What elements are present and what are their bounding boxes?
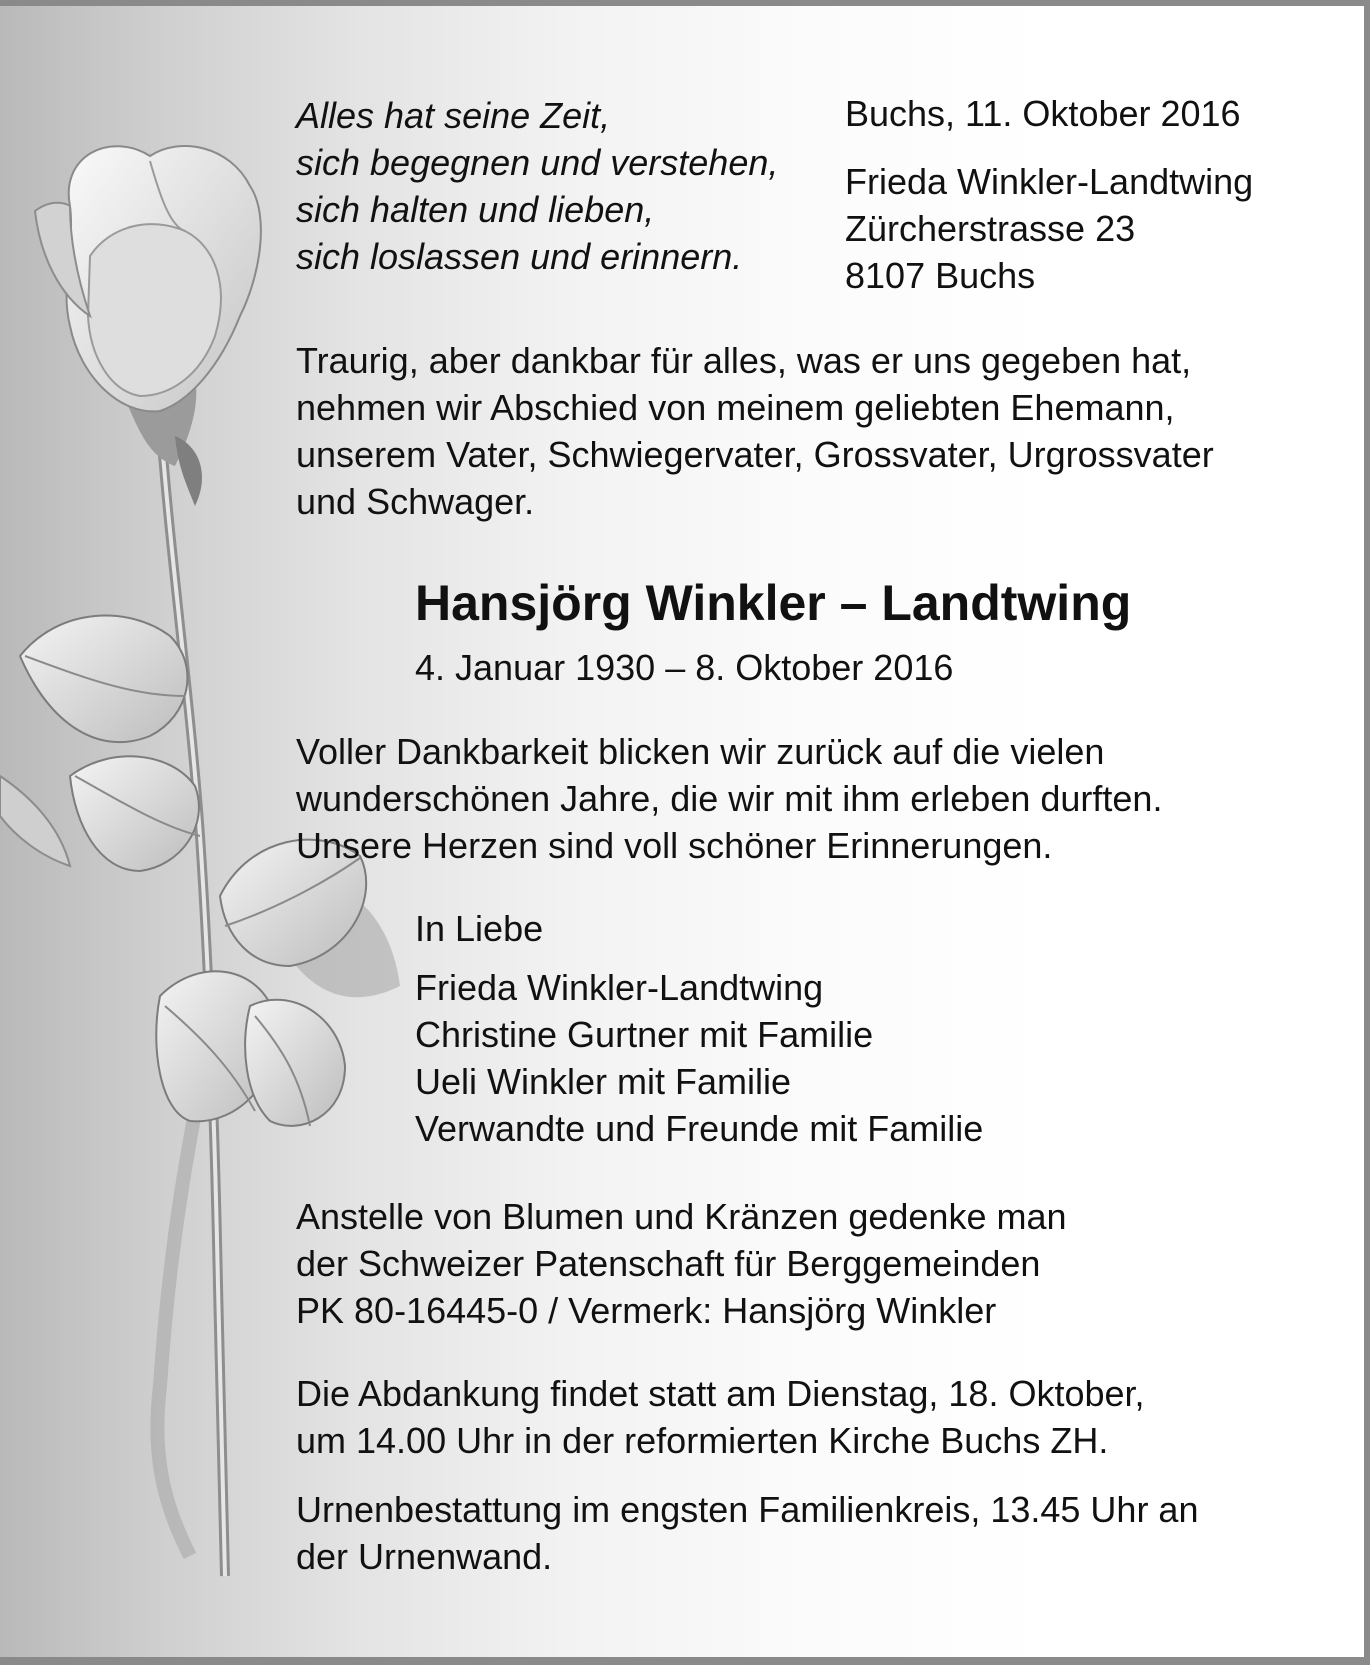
- burial-paragraph: [296, 1486, 1198, 1580]
- intro-line: Traurig, aber dankbar für alles, was er uns gegeben hat,: [296, 340, 1192, 381]
- intro-line: und Schwager.: [296, 481, 535, 522]
- motto-line: Alles hat seine Zeit,: [296, 95, 611, 136]
- gratitude-line: Voller Dankbarkeit blicken wir zurück auf die vielen: [296, 731, 1105, 772]
- service-line: Die Abdankung findet statt am Dienstag, 18. Oktober,: [296, 1373, 1145, 1414]
- address-line: 8107 Buchs: [845, 255, 1036, 296]
- intro-line: nehmen wir Abschied von meinem geliebten Ehemann,: [296, 387, 1175, 428]
- in-love-label: In Liebe: [415, 908, 544, 949]
- mourner-name: Christine Gurtner mit Familie: [415, 1014, 874, 1055]
- address-line: Zürcherstrasse 23: [845, 208, 1136, 249]
- donation-line: PK 80-16445-0 / Vermerk: Hansjörg Winkler: [296, 1290, 997, 1331]
- service-line: um 14.00 Uhr in der reformierten Kirche Buchs ZH.: [296, 1420, 1109, 1461]
- service-paragraph: [296, 1370, 1145, 1464]
- mourners-list: [415, 964, 983, 1152]
- donation-line: der Schweizer Patenschaft für Berggemeinden: [296, 1243, 1041, 1284]
- gratitude-line: wunderschönen Jahre, die wir mit ihm erleben durften.: [296, 778, 1163, 819]
- mourner-name: Frieda Winkler-Landtwing: [415, 967, 824, 1008]
- deceased-name: Hansjörg Winkler – Landtwing: [415, 575, 1132, 631]
- burial-line: der Urnenwand.: [296, 1536, 553, 1577]
- motto-line: sich loslassen und erinnern.: [296, 236, 743, 277]
- motto-line: sich begegnen und verstehen,: [296, 142, 779, 183]
- dateline: Buchs, 11. Oktober 2016: [845, 93, 1241, 134]
- mourner-name: Verwandte und Freunde mit Familie: [415, 1108, 984, 1149]
- page-edge: [1348, 6, 1364, 1657]
- motto-quote: [296, 92, 778, 280]
- gratitude-paragraph: [296, 728, 1162, 869]
- sender-address: [845, 158, 1253, 299]
- life-dates: 4. Januar 1930 – 8. Oktober 2016: [415, 647, 954, 688]
- intro-line: unserem Vater, Schwiegervater, Grossvater, Urgrossvater: [296, 434, 1214, 475]
- obituary-card: [0, 6, 1348, 1657]
- intro-paragraph: [296, 337, 1214, 525]
- address-line: Frieda Winkler-Landtwing: [845, 161, 1254, 202]
- motto-line: sich halten und lieben,: [296, 189, 655, 230]
- burial-line: Urnenbestattung im engsten Familienkreis, 13.45 Uhr an: [296, 1489, 1199, 1530]
- gratitude-line: Unsere Herzen sind voll schöner Erinnerungen.: [296, 825, 1053, 866]
- donation-paragraph: [296, 1193, 1067, 1334]
- donation-line: Anstelle von Blumen und Kränzen gedenke man: [296, 1196, 1067, 1237]
- mourner-name: Ueli Winkler mit Familie: [415, 1061, 792, 1102]
